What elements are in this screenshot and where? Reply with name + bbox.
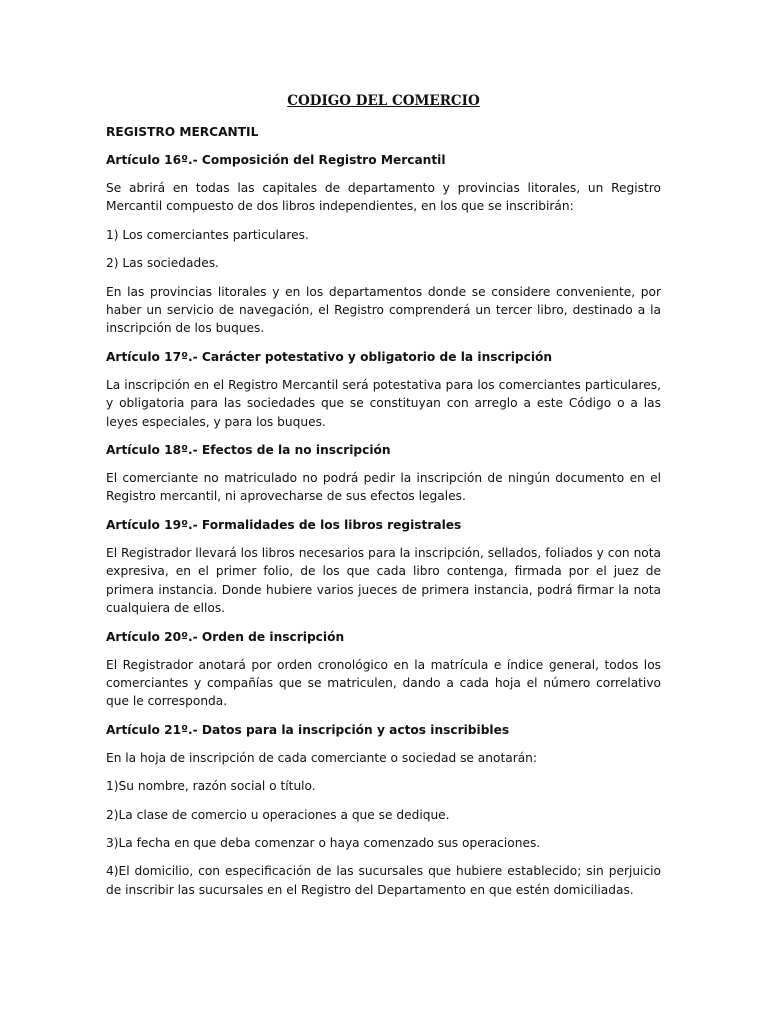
document-page — [106, 92, 661, 909]
article-20-heading: Artículo 20º.- Orden de inscripción — [106, 629, 345, 644]
article-17-heading: Artículo 17º.- Carácter potestativo y obligatorio de la inscripción — [106, 349, 553, 364]
article-19-paragraph: El Registrador llevará los libros necesarios para la inscripción, sellados, foliados y con nota expresiva, en el primer folio, de los que cada libro contenga, firmada por el juez de primera instancia. Donde hubiere varios jueces de primera instancia, podrá firmar la nota cualquiera de ellos. — [106, 545, 661, 616]
article-21-paragraph: En la hoja de inscripción de cada comerciante o sociedad se anotarán: — [106, 750, 538, 765]
list-item: 3)La fecha en que deba comenzar o haya comenzado sus operaciones. — [106, 835, 541, 850]
list-item: 1) Los comerciantes particulares. — [106, 227, 309, 242]
article-16-paragraph: Se abrirá en todas las capitales de departamento y provincias litorales, un Registro Mercantil compuesto de dos libros independientes, en los que se inscribirán: — [106, 181, 661, 214]
article-16-paragraph: En las provincias litorales y en los departamentos donde se considere conveniente, por haber un servicio de navegación, el Registro comprenderá un tercer libro, destinado a la inscripción de los buques. — [106, 284, 661, 336]
list-item: 1)Su nombre, razón social o título. — [106, 779, 316, 794]
list-item: 2) Las sociedades. — [106, 256, 219, 271]
article-18-heading: Artículo 18º.- Efectos de la no inscripción — [106, 443, 391, 458]
list-item: 4)El domicilio, con especificación de las sucursales que hubiere establecido; sin perjuicio de inscribir las sucursales en el Registro del Departamento en que estén domiciliadas. — [106, 864, 661, 897]
section-heading: REGISTRO MERCANTIL — [106, 125, 259, 139]
article-19-heading: Artículo 19º.- Formalidades de los libros registrales — [106, 517, 462, 532]
article-17-paragraph: La inscripción en el Registro Mercantil será potestativa para los comerciantes particulares, y obligatoria para las sociedades que se constituyan con arreglo a este Código o a las leyes especiales, y para los buques. — [106, 377, 661, 429]
article-20-paragraph: El Registrador anotará por orden cronológico en la matrícula e índice general, todos los comerciantes y compañías que se matriculen, dando a cada hoja el número correlativo que le corresponda. — [106, 657, 661, 709]
article-16-heading: Artículo 16º.- Composición del Registro Mercantil — [106, 153, 446, 167]
article-18-paragraph: El comerciante no matriculado no podrá pedir la inscripción de ningún documento en el Registro mercantil, ni aprovecharse de sus efectos legales. — [106, 471, 661, 504]
article-21-heading: Artículo 21º.- Datos para la inscripción y actos inscribibles — [106, 722, 510, 737]
list-item: 2)La clase de comercio u operaciones a que se dedique. — [106, 807, 450, 822]
document-title: CODIGO DEL COMERCIO — [287, 93, 480, 109]
